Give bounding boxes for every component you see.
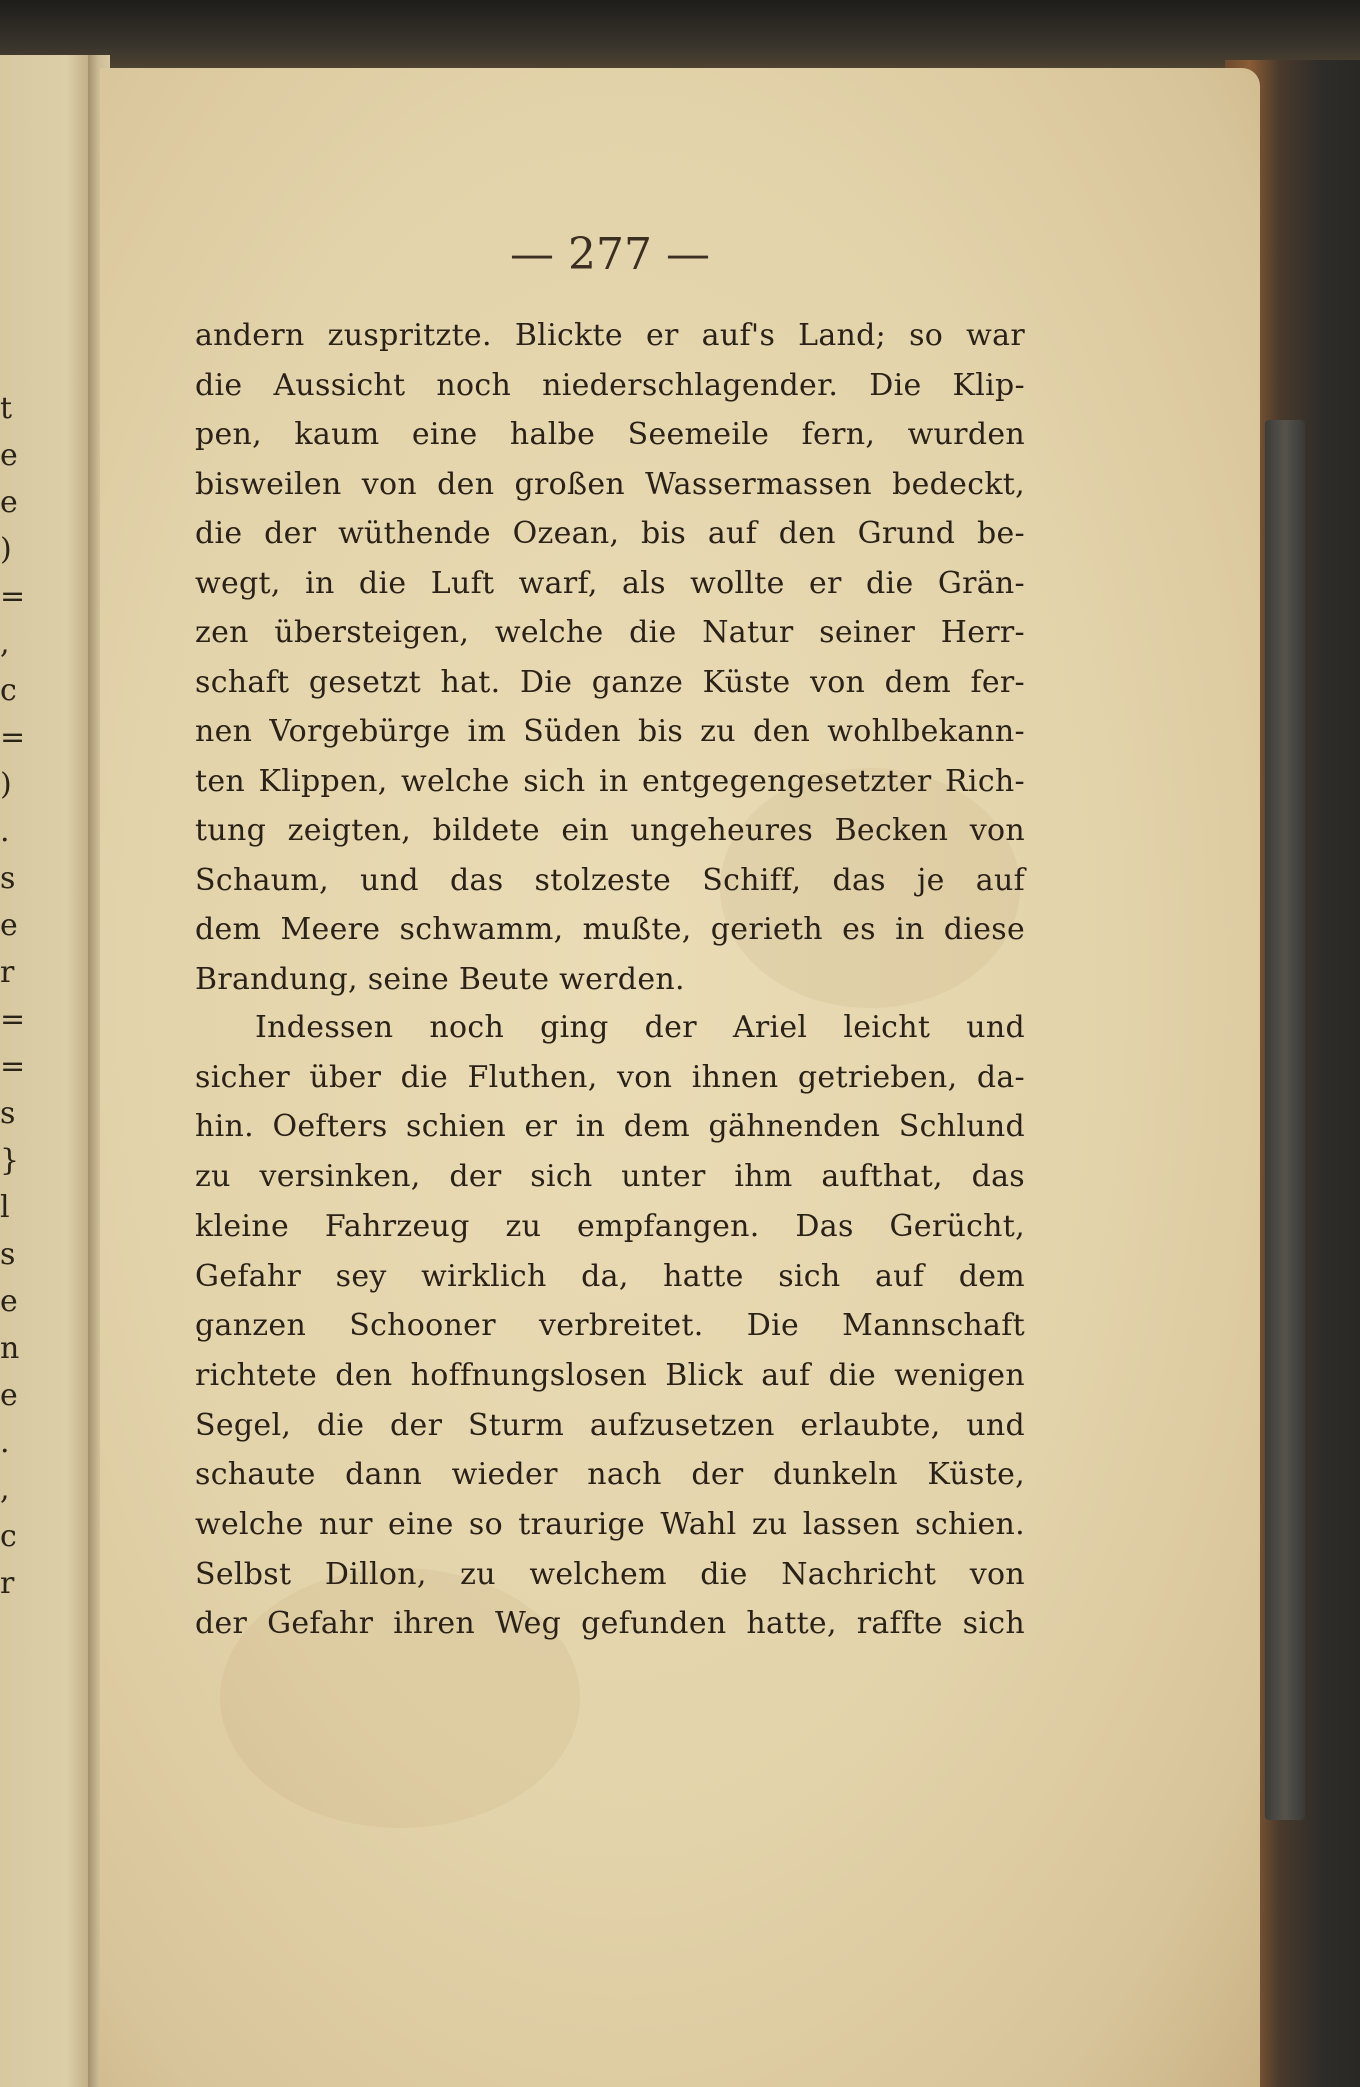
text-line: schaute dann wieder nach der dunkeln Küste, [195,1457,1025,1493]
text-line: wegt, in die Luft warf, als wollte er die Grän- [195,565,1025,601]
text-line: sicher über die Fluthen, von ihnen getrieben, da- [195,1059,1025,1095]
text-line: bisweilen von den großen Wassermassen bedeckt, [195,466,1025,502]
left-page-edge [0,55,95,2087]
text-line: pen, kaum eine halbe Seemeile fern, wurden [195,417,1025,452]
text-line: zen übersteigen, welche die Natur seiner Herr- [195,615,1025,650]
text-line: Gefahr sey wirklich da, hatte sich auf dem [195,1258,1025,1294]
text-line: welche nur eine so traurige Wahl zu lassen schien. [195,1507,1025,1542]
page-number: — 277 — [510,229,710,280]
text-line: andern zuspritzte. Blickte er auf's Land; so war [195,318,1025,353]
book-cover-edge [1265,420,1305,1820]
left-page-margin-glyphs: t e e ) = , c = ) . s e r = = s } l s e n e . , c r [0,391,26,1601]
text-line: die Aussicht noch niederschlagender. Die Klip- [195,367,1025,403]
text-line: nen Vorgebürge im Süden bis zu den wohlbekann- [195,714,1025,749]
text-line: Schaum, und das stolzeste Schiff, das je auf [195,862,1025,898]
text-line: der Gefahr ihren Weg gefunden hatte, raffte sich [195,1606,1025,1642]
text-line: tung zeigten, bildete ein ungeheures Becken von [195,813,1025,848]
text-line: ten Klippen, welche sich in entgegengesetzter Rich- [195,763,1025,799]
text-line: dem Meere schwamm, mußte, gerieth es in diese [195,912,1025,947]
text-line: zu versinken, der sich unter ihm aufthat, das [195,1159,1025,1195]
text-line: Selbst Dillon, zu welchem die Nachricht von [195,1556,1025,1592]
text-line: schaft gesetzt hat. Die ganze Küste von dem fer- [195,664,1025,700]
text-line: richtete den hoffnungslosen Blick auf die wenigen [195,1357,1025,1393]
text-line: Segel, die der Sturm aufzusetzen erlaubte, und [195,1407,1025,1443]
text-line: Indessen noch ging der Ariel leicht und [255,1010,1025,1045]
text-line: hin. Oefters schien er in dem gähnenden Schlund [195,1109,1025,1145]
text-line: ganzen Schooner verbreitet. Die Mannschaft [195,1308,1025,1344]
text-line: die der wüthende Ozean, bis auf den Grund be- [195,516,1025,551]
text-line: Brandung, seine Beute werden. [195,961,685,997]
text-line: kleine Fahrzeug zu empfangen. Das Gerücht, [195,1208,1025,1244]
